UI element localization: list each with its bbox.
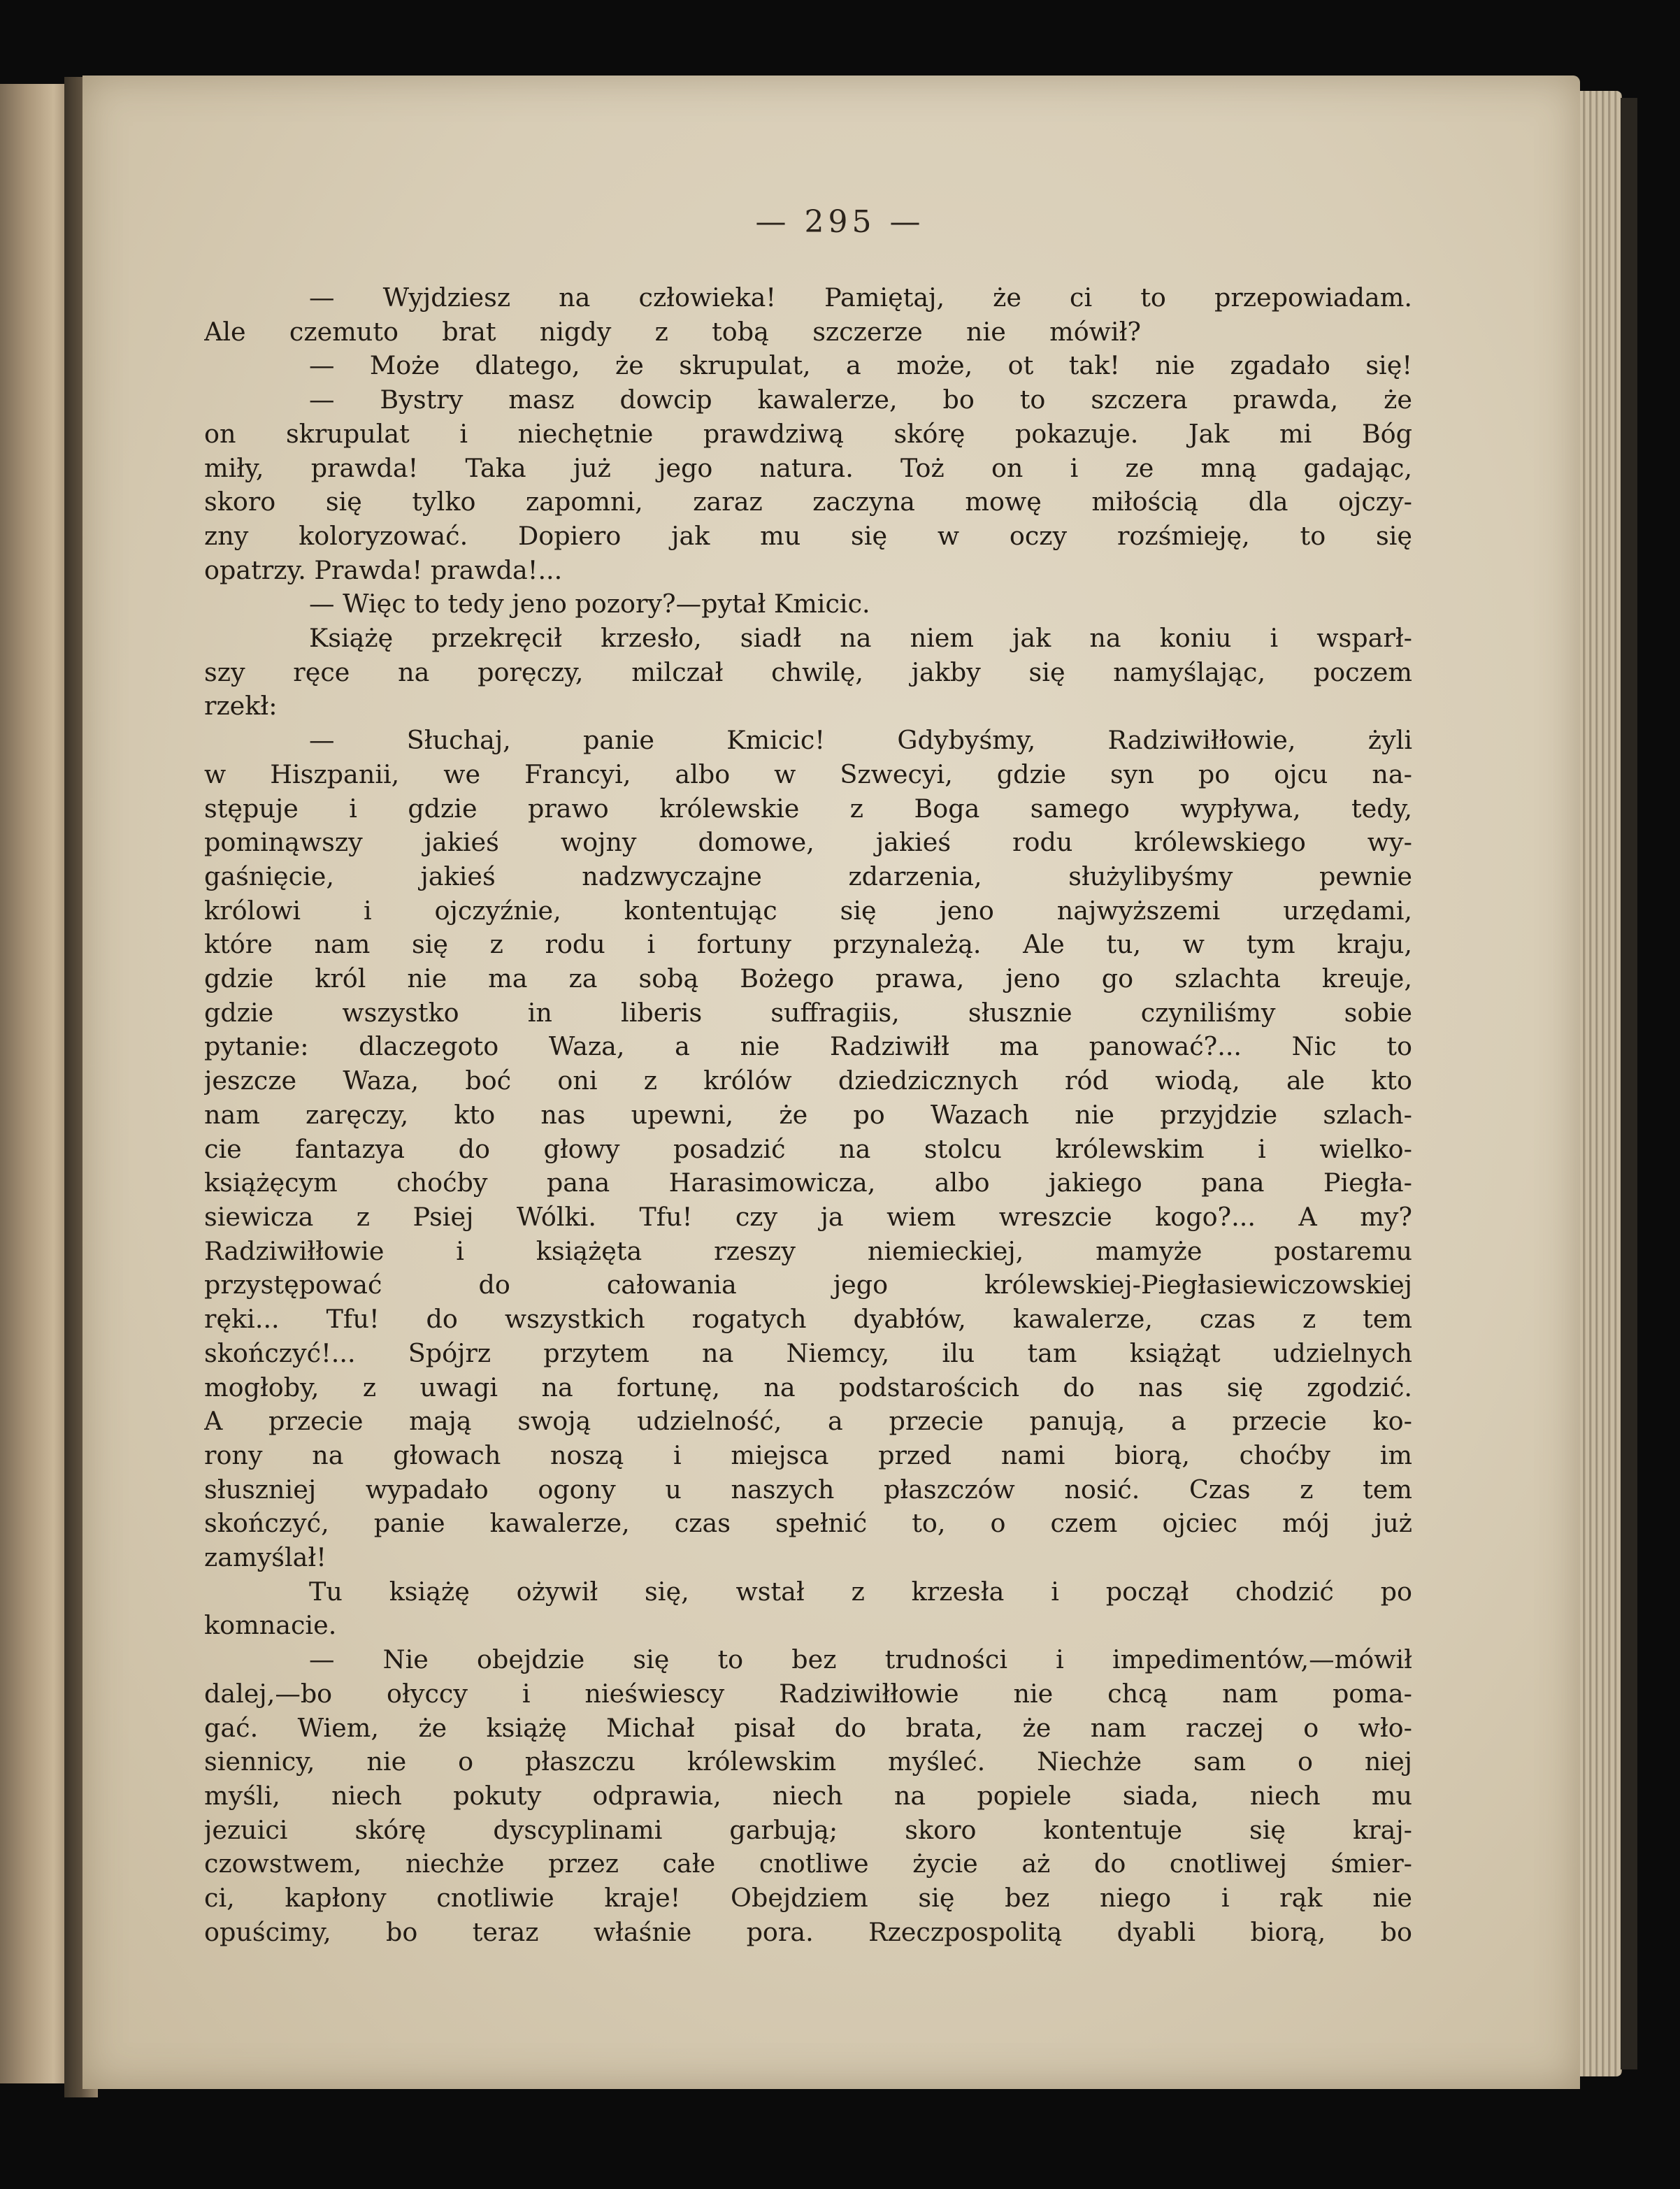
text-line: skończyć, panie kawalerze, czas spełnić to, o czem ojciec mój już (204, 1508, 1412, 1539)
text-line: zamyślał! (204, 1542, 326, 1573)
text-line: zny koloryzować. Dopiero jak mu się w oczy rozśmieję, to się (204, 520, 1412, 551)
text-line: nam zaręczy, kto nas upewni, że po Wazach nie przyjdzie szlach- (204, 1099, 1412, 1130)
text-line: myśli, niech pokuty odprawia, niech na popiele siada, niech mu (204, 1780, 1412, 1811)
text-line: opuścimy, bo teraz właśnie pora. Rzeczpospolitą dyabli biorą, bo (204, 1916, 1412, 1947)
text-line: ci, kapłony cnotliwie kraje! Obejdziem się bez niego i rąk nie (204, 1883, 1412, 1914)
text-line: cie fantazya do głowy posadzić na stolcu królewskim i wielko- (204, 1133, 1412, 1164)
text-line: — Nie obejdzie się to bez trudności i impedimentów,—mówił (309, 1644, 1412, 1675)
text-line: gaśnięcie, jakieś nadzwyczajne zdarzenia, służylibyśmy pewnie (204, 861, 1412, 891)
text-line: które nam się z rodu i fortuny przynależą. Ale tu, w tym kraju, (204, 929, 1412, 960)
text-line: — Więc to tedy jeno pozory?—pytał Kmicic. (309, 589, 870, 619)
text-line: słuszniej wypadało ogony u naszych płaszczów nosić. Czas z tem (204, 1474, 1412, 1505)
text-line: — Słuchaj, panie Kmicic! Gdybyśmy, Radziwiłłowie, żyli (309, 725, 1412, 756)
page-body-text (204, 281, 1412, 1949)
text-line: — Wyjdziesz na człowieka! Pamiętaj, że ci to przepowiadam. (309, 282, 1412, 313)
text-line: gdzie wszystko in liberis suffragiis, słusznie czyniliśmy sobie (204, 997, 1412, 1028)
text-line: jezuici skórę dyscyplinami garbują; skoro kontentuje się kraj- (204, 1814, 1412, 1845)
text-line: gać. Wiem, że książę Michał pisał do brata, że nam raczej o wło- (204, 1712, 1412, 1743)
text-line: stępuje i gdzie prawo królewskie z Boga samego wypływa, tedy, (204, 793, 1412, 824)
text-line: królowi i ojczyźnie, kontentując się jeno najwyższemi urzędami, (204, 895, 1412, 926)
text-line: siennicy, nie o płaszczu królewskim myśleć. Niechże sam o niej (204, 1746, 1412, 1777)
text-line: dalej,—bo ołyccy i nieświescy Radziwiłłowie nie chcą nam poma- (204, 1678, 1412, 1709)
text-line: rony na głowach noszą i miejsca przed nami biorą, choćby im (204, 1440, 1412, 1470)
text-line: Ale czemuto brat nigdy z tobą szczerze nie mówił? (204, 316, 1141, 347)
text-line: pominąwszy jakieś wojny domowe, jakieś rodu królewskiego wy- (204, 827, 1412, 858)
text-line: Książę przekręcił krzesło, siadł na niem jak na koniu i wsparł- (309, 623, 1412, 654)
text-line: czowstwem, niechże przez całe cnotliwe życie aż do cnotliwej śmier- (204, 1849, 1412, 1879)
text-line: komnacie. (204, 1610, 337, 1641)
text-line: Tu książę ożywił się, wstał z krzesła i począł chodzić po (309, 1576, 1412, 1607)
text-line: on skrupulat i niechętnie prawdziwą skórę pokazuje. Jak mi Bóg (204, 418, 1412, 449)
text-line: pytanie: dlaczegoto Waza, a nie Radziwiłł ma panować?... Nic to (204, 1031, 1412, 1062)
text-line: mogłoby, z uwagi na fortunę, na podstarościch do nas się zgodzić. (204, 1372, 1412, 1402)
text-line: jeszcze Waza, boć oni z królów dziedzicznych ród wiodą, ale kto (204, 1065, 1412, 1096)
text-line: A przecie mają swoją udzielność, a przecie panują, a przecie ko- (204, 1406, 1412, 1437)
text-line: siewicza z Psiej Wólki. Tfu! czy ja wiem wreszcie kogo?... A my? (204, 1201, 1412, 1232)
text-line: gdzie król nie ma za sobą Bożego prawa, jeno go szlachta kreuje, (204, 963, 1412, 994)
text-line: przystępować do całowania jego królewskiej-Piegłasiewiczowskiej (204, 1270, 1412, 1300)
text-line: w Hiszpanii, we Francyi, albo w Szwecyi, gdzie syn po ojcu na- (204, 759, 1412, 789)
text-line: rzekł: (204, 691, 278, 722)
text-line: opatrzy. Prawda! prawda!... (204, 554, 563, 585)
cover-edge (1621, 98, 1637, 2069)
text-line: skoro się tylko zapomni, zaraz zaczyna mowę miłością dla ojczy- (204, 487, 1412, 517)
text-line: — Bystry masz dowcip kawalerze, bo to szczera prawda, że (309, 385, 1412, 415)
page-edges (1573, 91, 1622, 2076)
text-line: skończyć!... Spójrz przytem na Niemcy, ilu tam książąt udzielnych (204, 1337, 1412, 1368)
text-line: — Może dlatego, że skrupulat, a może, ot tak! nie zgadało się! (309, 350, 1412, 381)
text-line: miły, prawda! Taka już jego natura. Toż on i ze mną gadając, (204, 452, 1412, 483)
page-number: — 295 — (755, 204, 925, 240)
text-line: Radziwiłłowie i książęta rzeszy niemieckiej, mamyże postaremu (204, 1235, 1412, 1266)
text-line: ręki... Tfu! do wszystkich rogatych dyabłów, kawalerze, czas z tem (204, 1304, 1412, 1335)
text-line: szy ręce na poręczy, milczał chwilę, jakby się namyślając, poczem (204, 656, 1412, 687)
text-line: książęcym choćby pana Harasimowicza, albo jakiego pana Piegła- (204, 1168, 1412, 1198)
